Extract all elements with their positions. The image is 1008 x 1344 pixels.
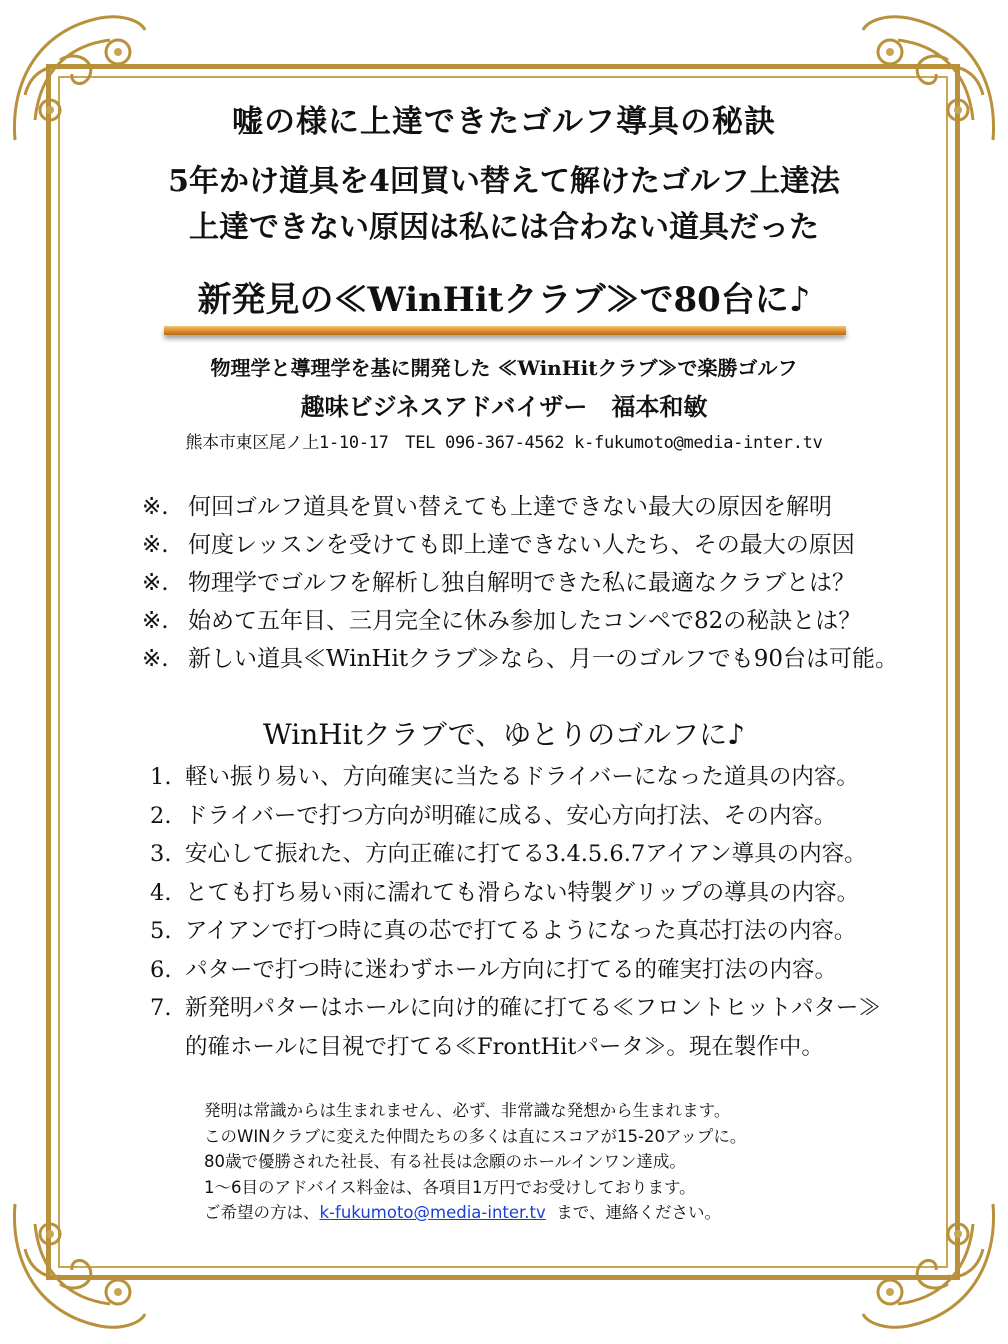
flourish-corner-icon: [858, 1194, 1008, 1344]
divider-bar: [164, 326, 846, 335]
notes-list: [142, 488, 898, 678]
list-item: ※. 新しい道具≪WinHitクラブ≫なら、月一のゴルフでも90台は可能。: [142, 646, 899, 672]
list-item: 2. ドライバーで打つ方向が明確に成る、安心方向打法、その内容。: [150, 802, 837, 829]
footer-line: このWINクラブに変えた仲間たちの多くは直にスコアが15-20アップに。: [204, 1126, 747, 1146]
list-item: ※. 始めて五年目、三月完全に休み参加したコンペで82の秘訣とは？: [142, 608, 862, 634]
list-item: 5. アイアンで打つ時に真の芯で打てるようになった真芯打法の内容。: [150, 918, 857, 944]
list-item: 6. パターで打つ時に迷わずホール方向に打てる的確実打法の内容。: [150, 956, 838, 983]
email-link[interactable]: k-fukumoto@media-inter.tv: [319, 1203, 546, 1222]
footer-contact-line: ご希望の方は、k-fukumoto@media-inter.tv まで、連絡ください。: [204, 1203, 721, 1222]
footer-line: 1～6目のアドバイス料金は、各項目1万円でお受けしております。: [204, 1177, 696, 1197]
footer-line: 発明は常識からは生まれません、必ず、非常識な発想から生まれます。: [204, 1101, 731, 1120]
author-address: 熊本市東区尾ノ上1-10-17 TEL 096-367-4562 k-fukumoto@media-inter.tv: [185, 433, 823, 453]
subtitle-line-2: 上達できない原因は私には合わない道具だった: [189, 210, 819, 245]
author-name: 趣味ビジネスアドバイザー 福本和敏: [300, 392, 708, 421]
list-item: 7. 新発明パターはホールに向け的確に打てる≪フロントヒットパター≫: [150, 995, 881, 1021]
section-title: WinHitクラブで、ゆとりのゴルフに♪: [262, 718, 746, 751]
flourish-corner-icon: [0, 1194, 150, 1344]
list-item-continuation: 的確ホールに目視で打てる≪FrontHitパータ≫。現在製作中。: [185, 1033, 824, 1060]
footer-line: 80歳で優勝された社長、有る社長は念願のホールインワン達成。: [204, 1152, 686, 1171]
headline: 新発見の≪WinHitクラブ≫で80台に♪: [197, 280, 811, 320]
page-title: 嘘の様に上達できたゴルフ導具の秘訣: [232, 104, 776, 140]
list-item: 3. 安心して振れた、方向正確に打てる3.4.5.6.7アイアン導具の内容。: [150, 841, 867, 867]
author-description: 物理学と導理学を基に開発した ≪WinHitクラブ≫で楽勝ゴルフ: [210, 356, 798, 380]
footer-notes: [204, 1098, 746, 1226]
numbered-list: [150, 758, 881, 1066]
subtitle-line-1: 5年かけ道具を4回買い替えて解けたゴルフ上達法: [168, 164, 840, 199]
list-item: ※. 何回ゴルフ道具を買い替えても上達できない最大の原因を解明: [142, 494, 832, 520]
list-item: ※. 何度レッスンを受けても即上達できない人たち、その最大の原因: [142, 532, 855, 558]
list-item: ※. 物理学でゴルフを解析し独自解明できた私に最適なクラブとは？: [142, 570, 855, 596]
list-item: 1. 軽い振り易い、方向確実に当たるドライバーになった道具の内容。: [150, 764, 859, 790]
list-item: 4. とても打ち易い雨に濡れても滑らない特製グリップの導具の内容。: [150, 879, 860, 906]
